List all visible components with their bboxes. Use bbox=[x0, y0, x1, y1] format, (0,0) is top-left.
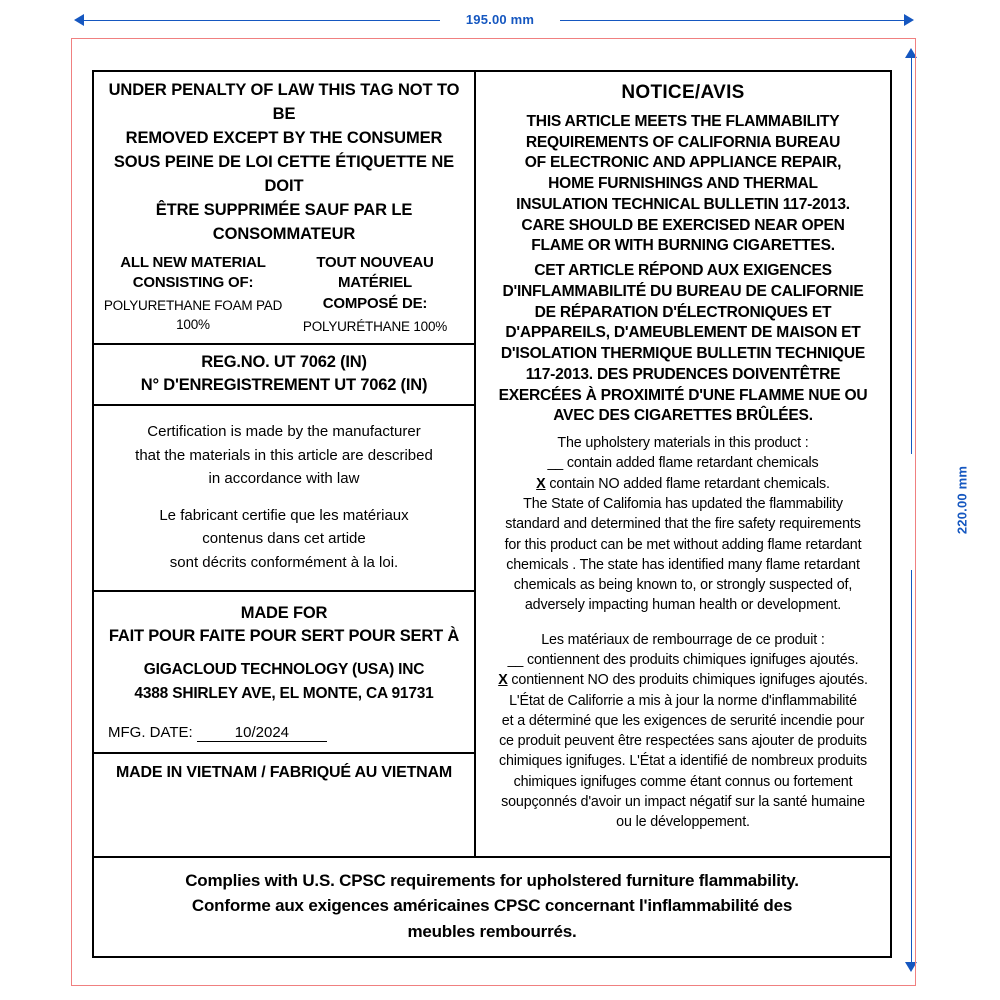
width-dimension-line-right bbox=[560, 20, 908, 21]
cpsc-footer-line-2: Conforme aux exigences américaines CPSC concernant l'inflammabilité des bbox=[191, 896, 793, 915]
notice-fr-line-4: D'APPAREILS, D'AMEUBLEMENT DE MAISON ET bbox=[505, 324, 861, 342]
upholstery-fr-option-2-mark: X bbox=[498, 672, 508, 689]
certification-fr-1: Le fabricant certifie que les matériaux bbox=[159, 507, 409, 525]
manufacture-date-row bbox=[102, 724, 466, 742]
width-dimension-line-left bbox=[80, 20, 440, 21]
registration-number-block bbox=[94, 343, 474, 405]
upholstery-fr-para-1: L'État de Califorrie a mis à jour la norme d'inflammabilité bbox=[509, 692, 857, 709]
upholstery-en-option-2 bbox=[486, 474, 880, 494]
upholstery-en-para-6: adversely impacting human health or development. bbox=[524, 597, 842, 614]
upholstery-en-option-1 bbox=[486, 453, 880, 473]
material-en-head-2: CONSISTING OF: bbox=[132, 274, 254, 292]
manufacture-date-label: MFG. DATE: bbox=[108, 723, 193, 741]
notice-en-line-1: THIS ARTICLE MEETS THE FLAMMABILITY bbox=[526, 113, 840, 130]
upholstery-fr-para-6: soupçonnés d'avoir un impact négatif sur la santé humaine bbox=[501, 794, 865, 811]
penalty-of-law-block bbox=[94, 72, 474, 343]
material-content-row bbox=[102, 253, 466, 337]
upholstery-fr-para-5: chimiques ignifuges comme étant connus ou fortement bbox=[513, 773, 853, 790]
certification-block bbox=[94, 404, 474, 590]
material-fr-head-1: TOUT NOUVEAU MATÉRIEL bbox=[316, 253, 434, 292]
notice-en-line-5: INSULATION TECHNICAL BULLETIN 117-2013. bbox=[516, 195, 850, 213]
notice-en-line-7: FLAME OR WITH BURNING CIGARETTES. bbox=[531, 237, 835, 255]
certification-fr-3: sont décrits conformément à la loi. bbox=[169, 553, 399, 571]
notice-en-line-4: HOME FURNISHINGS AND THERMAL bbox=[548, 175, 818, 193]
notice-en-line-3: OF ELECTRONIC AND APPLIANCE REPAIR, bbox=[524, 154, 842, 172]
notice-en-line-6: CARE SHOULD BE EXERCISED NEAR OPEN bbox=[521, 216, 845, 234]
label-columns bbox=[94, 72, 890, 856]
upholstery-en-para-1: The State of Califomia has updated the flammability bbox=[523, 495, 843, 512]
notice-bold-french bbox=[486, 261, 880, 427]
cpsc-footer bbox=[94, 856, 890, 957]
notice-fr-line-7: EXERCÉES À PROXIMITÉ D'UNE FLAMME NUE OU bbox=[498, 386, 868, 404]
material-en-head-1: ALL NEW MATERIAL bbox=[120, 253, 266, 271]
upholstery-en-intro: The upholstery materials in this product : bbox=[557, 435, 809, 452]
upholstery-fr-option-2-text: contiennent NO des produits chimiques ignifuges ajoutés. bbox=[511, 672, 868, 689]
flammability-label bbox=[92, 70, 892, 958]
upholstery-en-option-1-mark: __ bbox=[547, 455, 564, 472]
upholstery-fr-option-2 bbox=[486, 670, 880, 690]
height-dimension-label: 220.00 mm bbox=[954, 465, 970, 535]
width-dimension-label: 195.00 mm bbox=[465, 12, 535, 27]
cpsc-footer-line-1: Complies with U.S. CPSC requirements for upholstered furniture flammability. bbox=[185, 870, 799, 890]
upholstery-statement-english bbox=[486, 433, 880, 616]
notice-column bbox=[476, 72, 890, 856]
made-in-block: MADE IN VIETNAM / FABRIQUÉ AU VIETNAM bbox=[94, 752, 474, 791]
material-fr-head-2: COMPOSÉ DE: bbox=[322, 294, 428, 312]
certification-en-1: Certification is made by the manufacturer bbox=[147, 423, 421, 441]
upholstery-fr-intro: Les matériaux de rembourrage de ce produit : bbox=[541, 631, 825, 648]
certification-fr-2: contenus dans cet artide bbox=[202, 530, 366, 548]
manufacture-date-value: 10/2024 bbox=[197, 724, 327, 742]
material-french bbox=[284, 253, 466, 337]
upholstery-en-option-2-text: contain NO added flame retardant chemicals. bbox=[549, 475, 830, 492]
registration-fr: N° D'ENREGISTREMENT UT 7062 (IN) bbox=[140, 376, 428, 395]
material-fr-value: POLYURÉTHANE 100% bbox=[302, 318, 448, 334]
width-arrow-head-right bbox=[904, 14, 914, 26]
company-address: 4388 SHIRLEY AVE, EL MONTE, CA 91731 bbox=[134, 685, 434, 703]
upholstery-fr-para-4: chimiques ignifuges. L'État a identifié de nombreux produits bbox=[498, 753, 868, 770]
upholstery-en-option-2-mark: X bbox=[536, 475, 546, 492]
penalty-line-2: REMOVED EXCEPT BY THE CONSUMER bbox=[125, 129, 443, 148]
notice-fr-line-8: AVEC DES CIGARETTES BRÛLÉES. bbox=[553, 407, 813, 425]
notice-en-line-2: REQUIREMENTS OF CALIFORNIA BUREAU bbox=[525, 133, 841, 151]
certification-en-2: that the materials in this article are described bbox=[135, 446, 433, 464]
cpsc-footer-line-3: meubles rembourrés. bbox=[407, 921, 577, 941]
notice-fr-line-6: 117-2013. DES PRUDENCES DOIVENTÊTRE bbox=[525, 365, 841, 383]
material-english bbox=[102, 253, 284, 337]
notice-fr-line-2: D'INFLAMMABILITÉ DU BUREAU DE CALIFORNIE bbox=[502, 282, 864, 300]
penalty-line-1: UNDER PENALTY OF LAW THIS TAG NOT TO BE bbox=[108, 81, 460, 124]
penalty-line-4: ÊTRE SUPPRIMÉE SAUF PAR LE CONSOMMATEUR bbox=[155, 201, 413, 244]
company-name: GIGACLOUD TECHNOLOGY (USA) INC bbox=[143, 660, 425, 678]
notice-fr-line-5: D'ISOLATION THERMIQUE BULLETIN TECHNIQUE bbox=[500, 345, 866, 363]
notice-bold-english bbox=[486, 112, 880, 257]
notice-fr-line-1: CET ARTICLE RÉPOND AUX EXIGENCES bbox=[534, 262, 832, 280]
penalty-line-3: SOUS PEINE DE LOI CETTE ÉTIQUETTE NE DOIT bbox=[113, 153, 455, 196]
upholstery-fr-option-1-mark: __ bbox=[507, 651, 524, 668]
upholstery-fr-para-3: ce produit peuvent être respectées sans ajouter de produits bbox=[499, 733, 867, 750]
notice-fr-line-3: DE RÉPARATION D'ÉLECTRONIQUES ET bbox=[534, 303, 832, 321]
left-column bbox=[94, 72, 476, 856]
upholstery-fr-para-7: ou le développement. bbox=[616, 814, 750, 831]
upholstery-statement-french bbox=[486, 630, 880, 833]
upholstery-fr-option-1 bbox=[486, 650, 880, 670]
upholstery-en-para-4: chemicals . The state has identified many flame retardant bbox=[506, 556, 860, 573]
made-for-title-fr: FAIT POUR FAITE POUR SERT POUR SERT À bbox=[108, 627, 460, 646]
upholstery-fr-para-2: et a déterminé que les exigences de serurité incendie pour bbox=[501, 712, 865, 729]
upholstery-en-option-1-text: contain added flame retardant chemicals bbox=[566, 455, 819, 472]
certification-en-3: in accordance with law bbox=[208, 469, 360, 487]
upholstery-en-para-5: chemicals as being known to, or strongly suspected of, bbox=[513, 577, 853, 594]
material-en-value: POLYURETHANE FOAM PAD 100% bbox=[103, 297, 283, 332]
width-arrow-head-left bbox=[74, 14, 84, 26]
registration-en: REG.NO. UT 7062 (IN) bbox=[201, 352, 367, 371]
upholstery-en-para-2: standard and determined that the fire safety requirements bbox=[505, 516, 861, 533]
notice-title: NOTICE/AVIS bbox=[621, 82, 745, 103]
upholstery-fr-option-1-text: contiennent des produits chimiques ignifuges ajoutés. bbox=[527, 651, 859, 668]
made-for-block bbox=[94, 590, 474, 752]
certification-spacer bbox=[102, 490, 466, 504]
made-for-title-en: MADE FOR bbox=[240, 603, 328, 622]
upholstery-en-para-3: for this product can be met without adding flame retardant bbox=[504, 536, 862, 553]
